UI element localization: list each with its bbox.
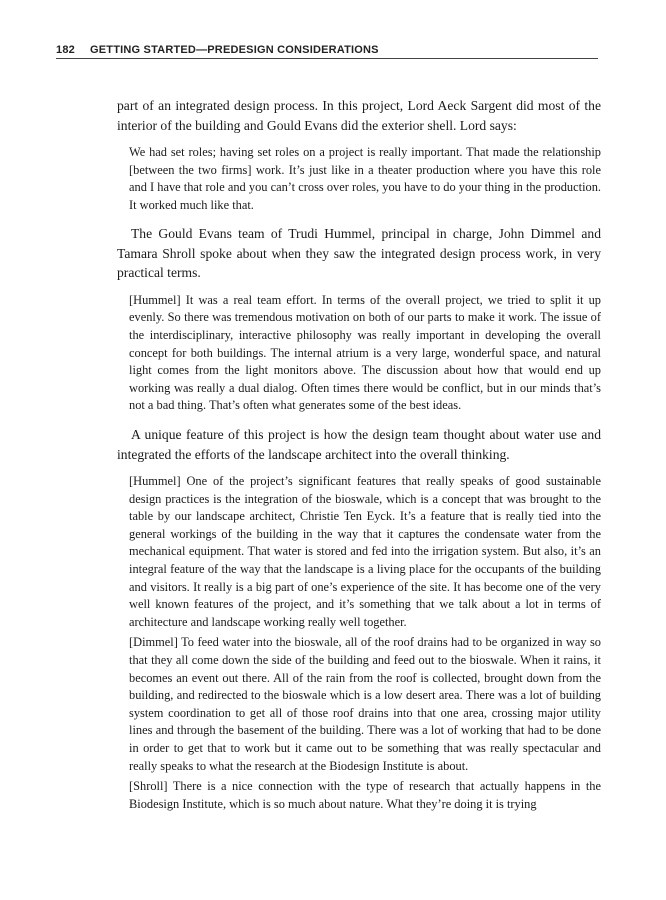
page-number: 182 bbox=[56, 44, 75, 56]
body-paragraph: The Gould Evans team of Trudi Hummel, principal in charge, John Dimmel and Tamara Shroll spoke about when they saw the integrated design process work, in very practical terms. bbox=[117, 226, 601, 281]
body-paragraph: A unique feature of this project is how the design team thought about water use and integrated the efforts of the landscape architect into the overall thinking. bbox=[117, 427, 601, 462]
block-quote: We had set roles; having set roles on a project is really important. That made the relationship [between the two firms] work. It’s just like in a theater production where you have this role and I have that role and you can’t cross over roles, you have to do your thing in the production. It worked much like that. bbox=[129, 145, 601, 212]
running-title: GETTING STARTED—PREDESIGN CONSIDERATIONS bbox=[90, 44, 379, 56]
body-paragraph: part of an integrated design process. In this project, Lord Aeck Sargent did most of the interior of the building and Gould Evans did the exterior shell. Lord says: bbox=[117, 98, 601, 133]
page-body bbox=[117, 96, 601, 813]
block-quote: [Hummel] It was a real team effort. In terms of the overall project, we tried to split it up evenly. So there was tremendous motivation on both of our parts to make it work. The issue of the interdisciplinary, interactive philosophy was really important in developing the overall concept for both buildings. The internal atrium is a very large, wonderful space, and natural light comes from the light monitors above. The discussion about how that would end up working was really a dual dialog. Often times there would be conflict, but in our minds that’s not a bad thing. That’s often what generates some of the best ideas. bbox=[129, 292, 601, 413]
running-header bbox=[56, 44, 598, 59]
block-quote: [Shroll] There is a nice connection with the type of research that actually happens in the Biodesign Institute, which is so much about nature. What they’re doing it is trying bbox=[129, 779, 601, 811]
block-quote: [Dimmel] To feed water into the bioswale, all of the roof drains had to be organized in way so that they all come down the side of the building and feed out to the bioswale. When it rains, it becomes an event out there. All of the rain from the roof is collected, brought down from the building, and redirected to the bioswale which is a low desert area. There was a lot of building system coordination to get all of those roof drains into that one area, crossing major utility lines and through the basement of the building. There was a lot of working that had to be done in order to get that to work but it came out to be something that was really spectacular and really speaks to what the research at the Biodesign Institute is about. bbox=[129, 635, 601, 773]
block-quote: [Hummel] One of the project’s significant features that really speaks of good sustainable design practices is the integration of the bioswale, which is a concept that was brought to the table by our landscape architect, Christie Ten Eyck. It’s a feature that is really tied into the general workings of the building in the way that it captures the condensate water from the mechanical equipment. That water is stored and fed into the irrigation system. But also, it’s an integral feature of the way that the landscape is a living place for the occupants of the building and visitors. It really is a big part of one’s experience of the site. It has become one of the very well known features of the project, and it’s something that we talk about a lot in terms of architecture and landscape working really well together. bbox=[129, 474, 601, 629]
